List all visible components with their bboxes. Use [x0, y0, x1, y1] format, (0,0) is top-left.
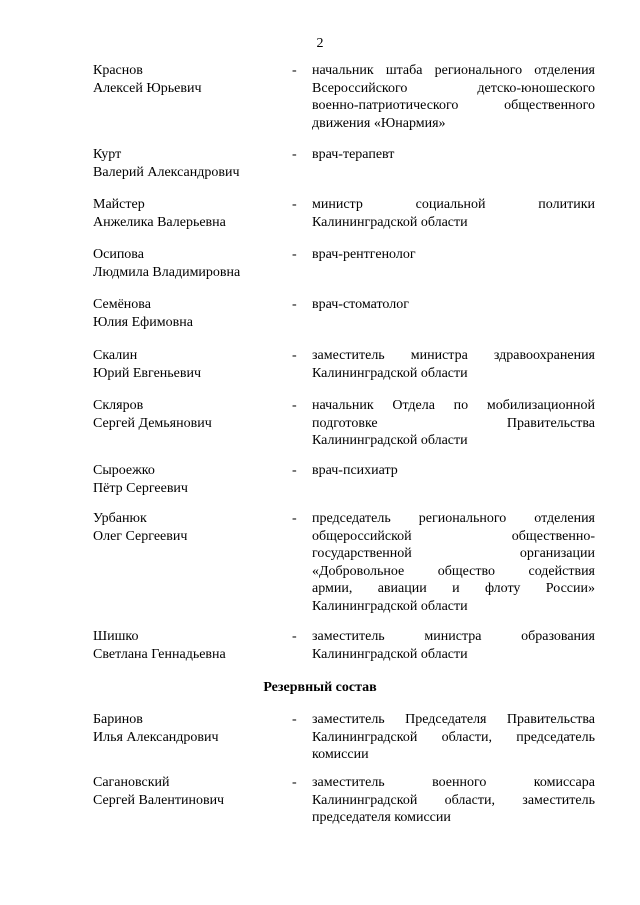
position-line: Калининградской области — [312, 433, 468, 448]
member-surname: Семёнова — [93, 297, 151, 312]
member-position — [312, 462, 595, 480]
position-line: врач-рентгенолог — [312, 247, 416, 262]
member-surname: Шишко — [93, 629, 139, 644]
member-name — [93, 774, 283, 809]
separator-dash: - — [292, 147, 297, 162]
member-position — [312, 246, 595, 264]
member-surname: Сыроежко — [93, 463, 155, 478]
member-given-names: Валерий Александрович — [93, 164, 240, 180]
member-name — [93, 397, 283, 432]
member-given-names: Алексей Юрьевич — [93, 80, 202, 96]
member-given-names: Юрий Евгеньевич — [93, 365, 202, 381]
position-line: Калининградской области — [312, 214, 468, 230]
member-surname: Скалин — [93, 348, 138, 363]
separator-dash: - — [292, 247, 297, 262]
member-surname: Курт — [93, 147, 122, 162]
separator-dash: - — [292, 398, 297, 413]
member-given-names: Сергей Демьянович — [93, 415, 212, 431]
separator-dash: - — [292, 511, 297, 526]
member-name — [93, 196, 283, 231]
member-name — [93, 296, 283, 331]
separator-dash: - — [292, 775, 297, 790]
position-line: движения «Юнармия» — [312, 115, 446, 131]
position-line: общероссийской общественно- — [312, 528, 595, 544]
position-line: врач-психиатр — [312, 463, 398, 478]
member-surname: Краснов — [93, 63, 143, 78]
member-position — [312, 196, 595, 231]
member-given-names: Анжелика Валерьевна — [93, 214, 226, 230]
separator-dash: - — [292, 297, 297, 312]
member-position — [312, 296, 595, 314]
member-name — [93, 510, 283, 545]
position-line: Калининградской области, заместитель — [312, 792, 595, 808]
member-name — [93, 462, 283, 497]
position-line: министр социальной политики — [312, 197, 595, 212]
member-name — [93, 146, 283, 181]
member-name — [93, 62, 283, 97]
page-number: 2 — [316, 36, 324, 51]
position-line: начальник Отдела по мобилизационной — [312, 398, 595, 413]
separator-dash: - — [292, 63, 297, 78]
position-line: Всероссийского детско-юношеского — [312, 80, 595, 96]
member-given-names: Илья Александрович — [93, 729, 219, 745]
separator-dash: - — [292, 629, 297, 644]
member-name — [93, 628, 283, 663]
position-line: Калининградской области — [312, 365, 468, 381]
separator-dash: - — [292, 712, 297, 727]
position-line: «Добровольное общество содействия — [312, 563, 595, 579]
position-line: заместитель министра образования — [312, 629, 595, 644]
position-line: Калининградской области — [312, 646, 468, 662]
member-surname: Баринов — [93, 712, 143, 727]
position-line: подготовке Правительства — [312, 415, 595, 431]
member-position — [312, 62, 595, 132]
member-given-names: Пётр Сергеевич — [93, 480, 188, 496]
member-name — [93, 246, 283, 281]
separator-dash: - — [292, 463, 297, 478]
position-line: заместитель военного комиссара — [312, 775, 595, 790]
member-position — [312, 510, 595, 615]
member-surname: Скляров — [93, 398, 144, 413]
position-line: начальник штаба регионального отделения — [312, 63, 595, 78]
separator-dash: - — [292, 348, 297, 363]
position-line: врач-стоматолог — [312, 297, 409, 312]
member-surname: Сагановский — [93, 775, 170, 790]
member-position — [312, 711, 595, 764]
position-line: заместитель Председателя Правительства — [312, 712, 595, 727]
reserve-section-heading: Резервный состав — [263, 680, 377, 695]
member-surname: Майстер — [93, 197, 145, 212]
member-position — [312, 774, 595, 827]
member-position — [312, 628, 595, 663]
position-line: комиссии — [312, 747, 369, 762]
position-line: Калининградской области, председатель — [312, 729, 595, 745]
member-position — [312, 397, 595, 450]
member-name — [93, 347, 283, 382]
member-position — [312, 347, 595, 382]
position-line: председатель регионального отделения — [312, 511, 595, 526]
member-position — [312, 146, 595, 164]
position-line: председателя комиссии — [312, 810, 451, 825]
position-line: военно-патриотического общественного — [312, 98, 595, 113]
member-given-names: Олег Сергеевич — [93, 528, 188, 544]
member-name — [93, 711, 283, 746]
member-surname: Урбанюк — [93, 511, 147, 526]
position-line: заместитель министра здравоохранения — [312, 348, 595, 363]
member-given-names: Сергей Валентинович — [93, 792, 225, 808]
member-given-names: Светлана Геннадьевна — [93, 646, 226, 662]
position-line: государственной организации — [312, 546, 595, 561]
member-given-names: Юлия Ефимовна — [93, 314, 193, 330]
position-line: Калининградской области — [312, 598, 468, 614]
separator-dash: - — [292, 197, 297, 212]
member-given-names: Людмила Владимировна — [93, 264, 241, 280]
member-surname: Осипова — [93, 247, 144, 262]
position-line: врач-терапевт — [312, 147, 395, 162]
position-line: армии, авиации и флоту России» — [312, 581, 595, 596]
